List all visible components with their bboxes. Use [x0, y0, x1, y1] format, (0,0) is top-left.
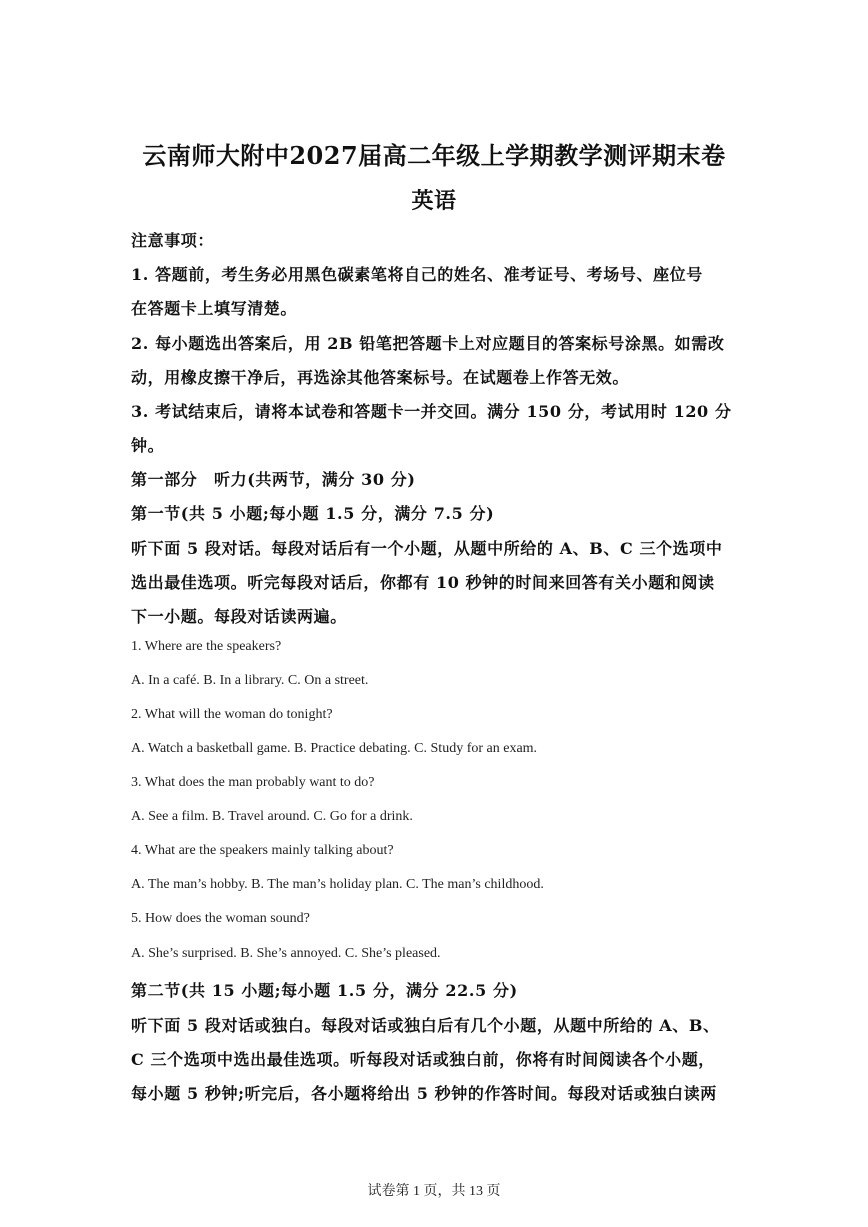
note-item-2-line-2: 动，用橡皮擦干净后，再选涂其他答案标号。在试题卷上作答无效。 [131, 368, 630, 387]
question-4-options: A. The man’s hobby. B. The man’s holiday plan. C. The man’s childhood. [131, 877, 544, 892]
note-item-2-line-1: 2. 每小题选出答案后，用 2B 铅笔把答题卡上对应题目的答案标号涂黑。如需改 [131, 334, 725, 353]
section-1-instruction-line-2: 选出最佳选项。听完每段对话后，你都有 10 秒钟的时间来回答有关小题和阅读 [131, 573, 715, 592]
section-1-instruction-line-1: 听下面 5 段对话。每段对话后有一个小题，从题中所给的 A、B、C 三个选项中 [131, 539, 723, 558]
question-3: 3. What does the man probably want to do? [131, 775, 375, 790]
page-footer: 试卷第 1 页，共 13 页 [367, 1184, 501, 1199]
section-1-instruction-line-3: 下一小题。每段对话读两遍。 [131, 607, 347, 626]
notes-heading: 注意事项： [131, 231, 215, 250]
question-5-options: A. She’s surprised. B. She’s annoyed. C. She’s pleased. [131, 946, 441, 961]
part-1-heading: 第一部分 听力(共两节，满分 30 分) [131, 470, 416, 489]
note-item-3-line-1: 3. 考试结束后，请将本试卷和答题卡一并交回。满分 150 分，考试用时 120 分 [131, 402, 732, 421]
section-2-heading: 第二节(共 15 小题;每小题 1.5 分，满分 22.5 分) [131, 981, 518, 1000]
question-3-options: A. See a film. B. Travel around. C. Go for a drink. [131, 809, 413, 824]
section-2-instruction-line-3: 每小题 5 秒钟;听完后，各小题将给出 5 秒钟的作答时间。每段对话或独白读两 [131, 1084, 717, 1103]
question-5: 5. How does the woman sound? [131, 911, 310, 926]
question-1-options: A. In a café. B. In a library. C. On a street. [131, 673, 369, 688]
note-item-3-line-2: 钟。 [131, 436, 165, 455]
question-2-options: A. Watch a basketball game. B. Practice debating. C. Study for an exam. [131, 741, 538, 756]
section-1-heading: 第一节(共 5 小题;每小题 1.5 分，满分 7.5 分) [131, 504, 495, 523]
section-2-instruction-line-2: C 三个选项中选出最佳选项。听每段对话或独白前，你将有时间阅读各个小题， [131, 1050, 715, 1069]
note-item-1-line-2: 在答题卡上填写清楚。 [131, 299, 298, 318]
exam-title: 云南师大附中2027届高二年级上学期教学测评期末卷 [142, 141, 726, 170]
exam-subject: 英语 [411, 188, 457, 214]
question-2: 2. What will the woman do tonight? [131, 707, 333, 722]
section-2-instruction-line-1: 听下面 5 段对话或独白。每段对话或独白后有几个小题，从题中所给的 A、B、 [131, 1016, 720, 1035]
question-4: 4. What are the speakers mainly talking about? [131, 843, 394, 858]
question-1: 1. Where are the speakers? [131, 639, 282, 654]
note-item-1-line-1: 1. 答题前，考生务必用黑色碳素笔将自己的姓名、准考证号、考场号、座位号 [131, 265, 703, 284]
